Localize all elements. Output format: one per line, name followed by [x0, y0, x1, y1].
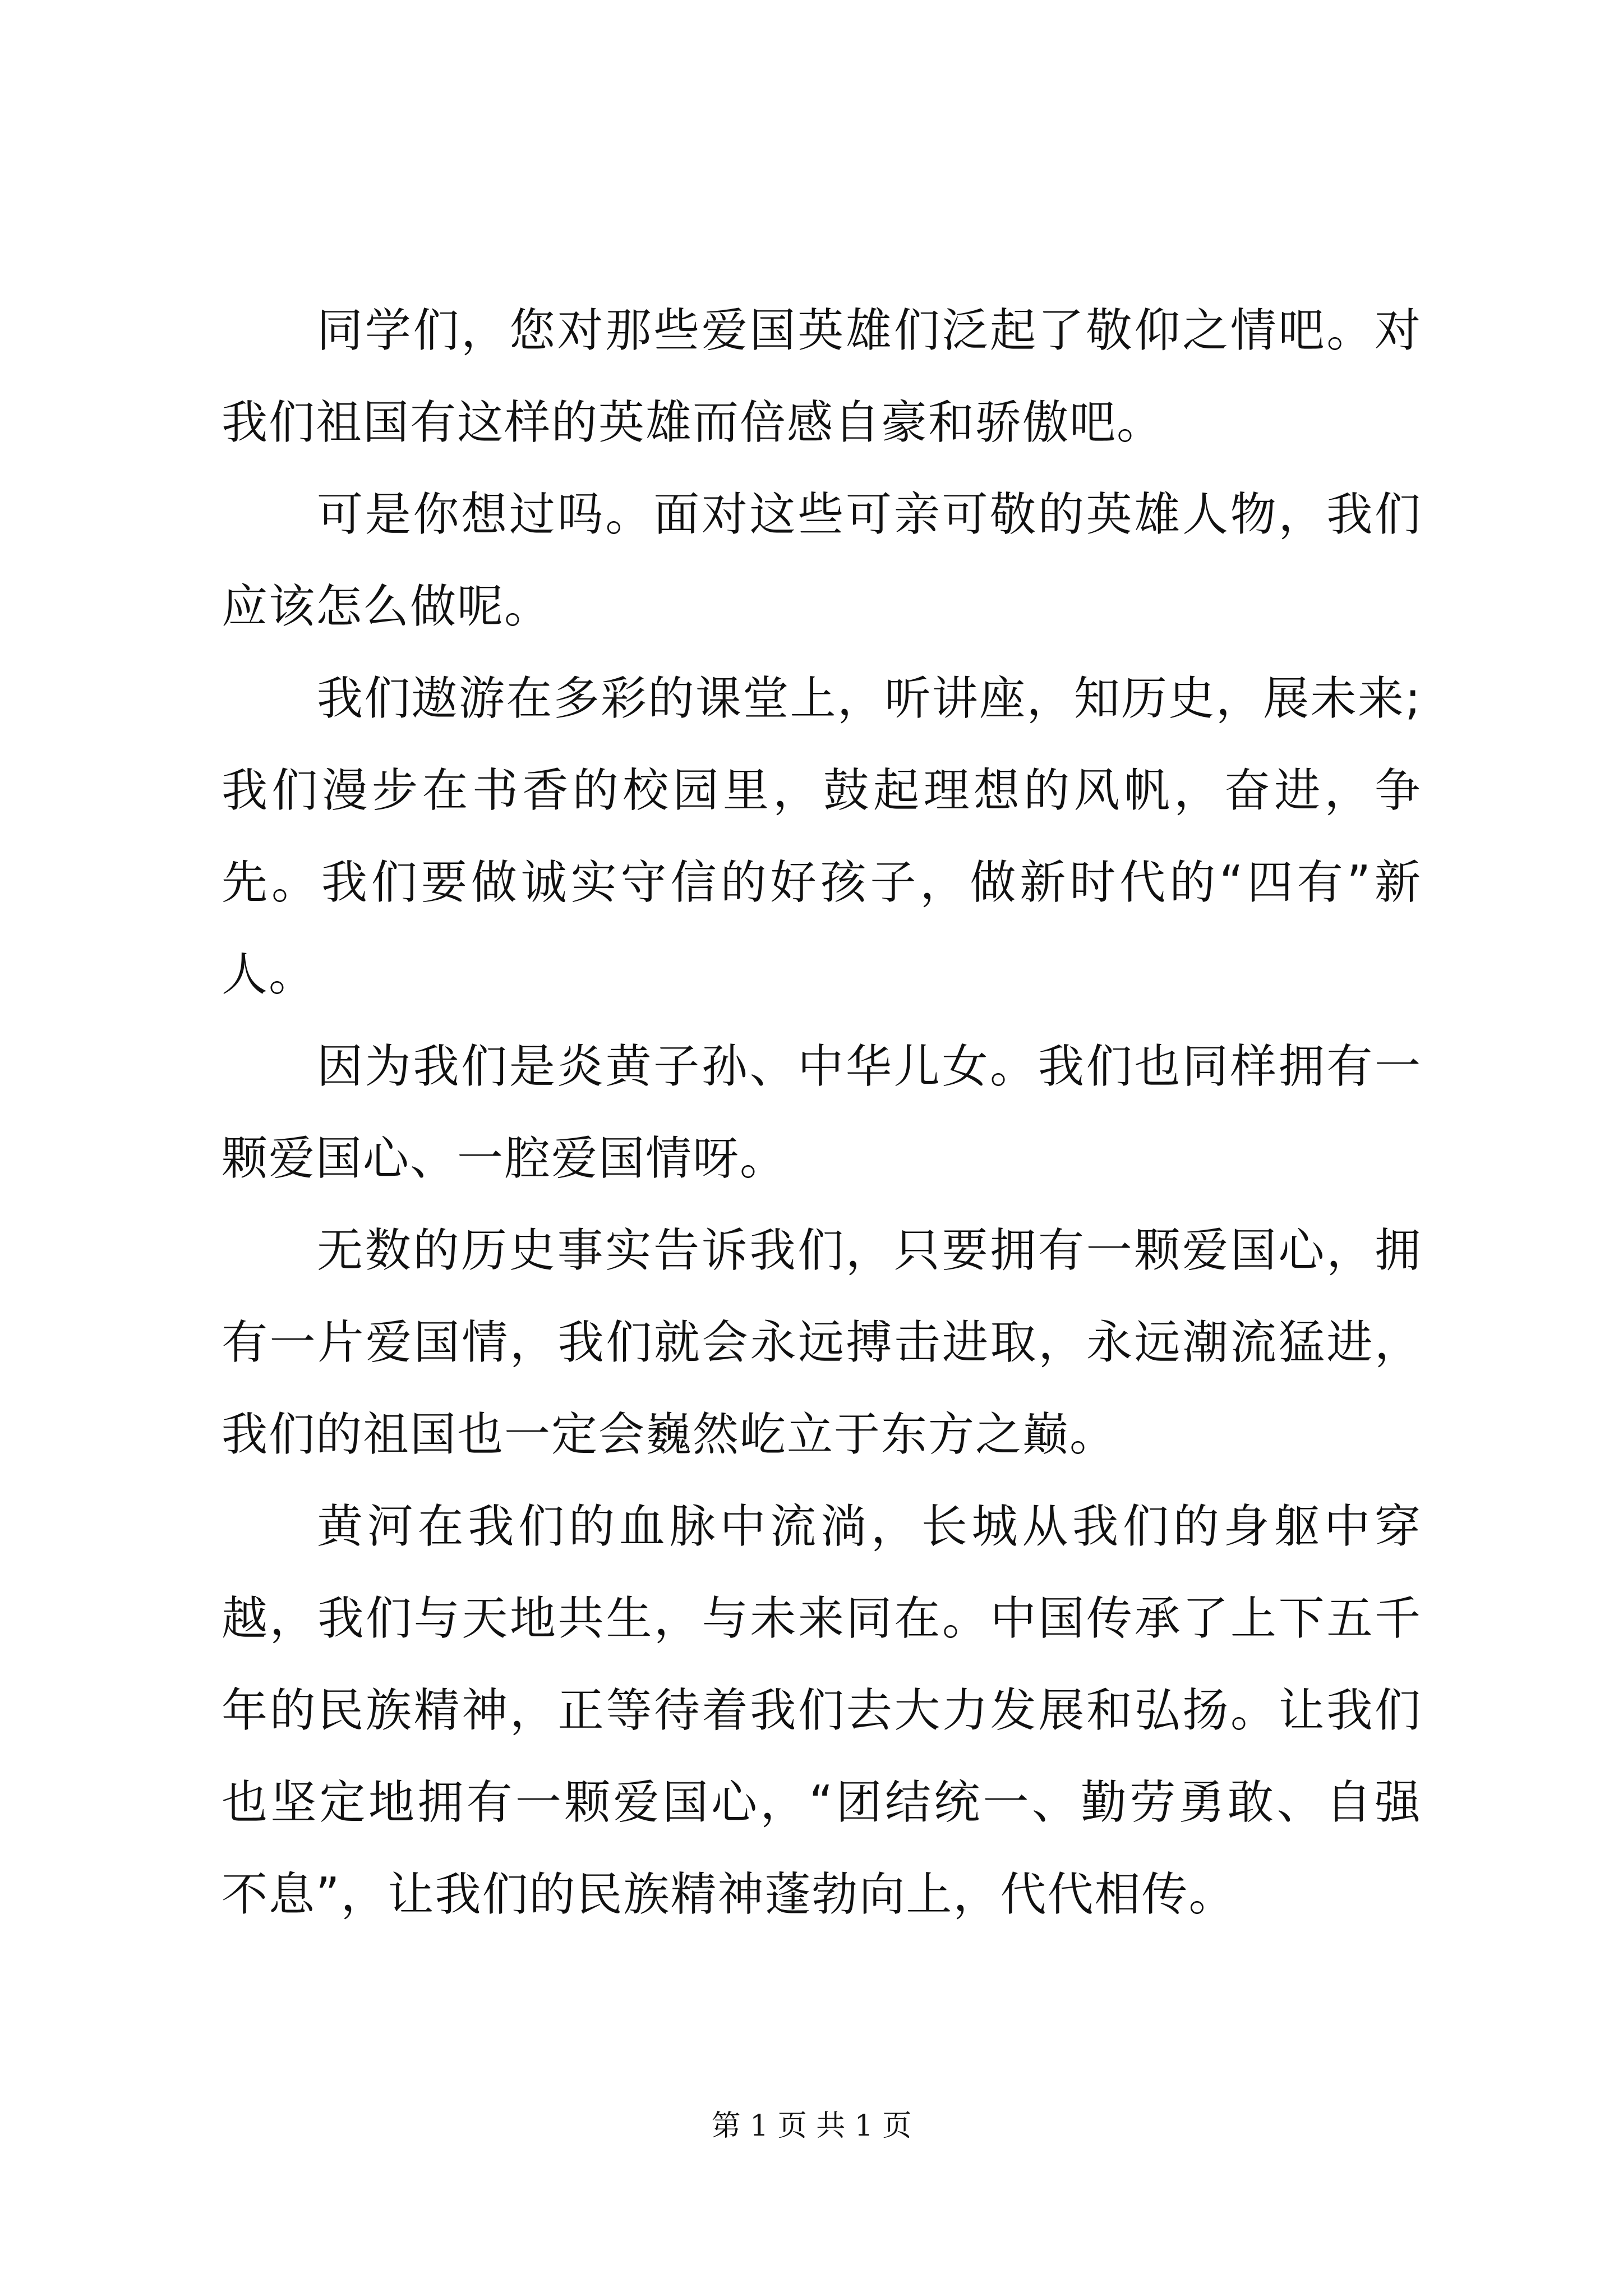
- paragraph-3: 我们遨游在多彩的课堂上，听讲座，知历史，展未来;我们漫步在书香的校园里，鼓起理想的风帆，奋进，争先。我们要做诚实守信的好孩子，做新时代的“四有”新人。: [222, 672, 1422, 1001]
- page-footer: 第 1 页 共 1 页: [711, 2109, 912, 2143]
- paragraph-5: 无数的历史事实告诉我们，只要拥有一颗爱国心，拥有一片爱国情，我们就会永远搏击进取，永远潮流猛进，我们的祖国也一定会巍然屹立于东方之巅。: [222, 1224, 1422, 1461]
- document-body: [222, 285, 1422, 1941]
- paragraph-6: 黄河在我们的血脉中流淌，长城从我们的身躯中穿越，我们与天地共生，与未来同在。中国传承了上下五千年的民族精神，正等待着我们去大力发展和弘扬。让我们也坚定地拥有一颗爱国心，“团结统一、勤劳勇敢、自强不息”，让我们的民族精神蓬勃向上，代代相传。: [222, 1500, 1422, 1921]
- paragraph-1: 同学们，您对那些爱国英雄们泛起了敬仰之情吧。对我们祖国有这样的英雄而倍感自豪和骄傲吧。: [222, 304, 1422, 449]
- paragraph-2: 可是你想过吗。面对这些可亲可敬的英雄人物，我们应该怎么做呢。: [222, 488, 1422, 633]
- paragraph-4: 因为我们是炎黄子孙、中华儿女。我们也同样拥有一颗爱国心、一腔爱国情呀。: [222, 1040, 1422, 1185]
